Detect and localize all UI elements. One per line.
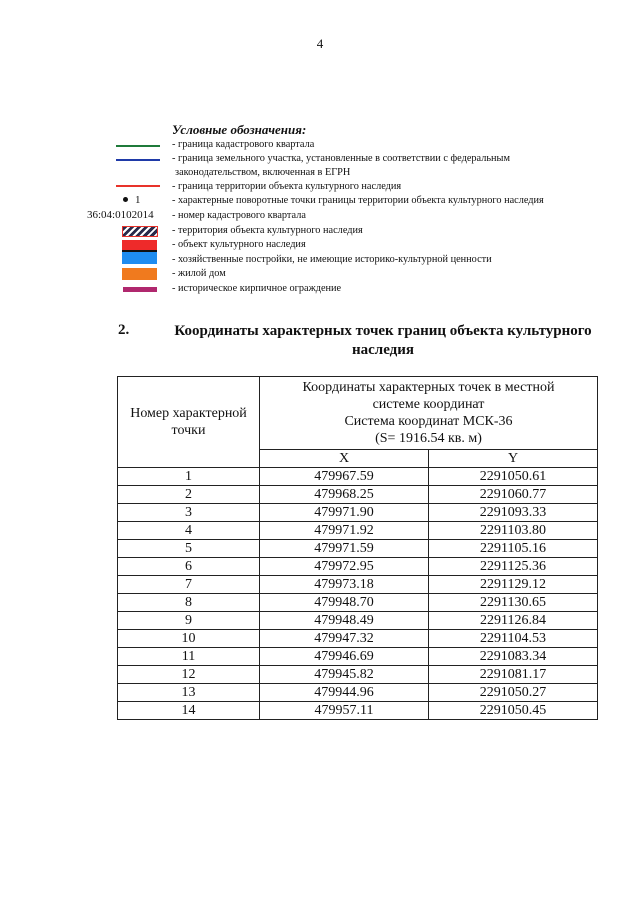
point-number: 4: [118, 522, 260, 540]
point-icon: [123, 197, 128, 202]
cadastral-number-label: 36:04:0102014: [87, 209, 154, 221]
point-number: 14: [118, 702, 260, 720]
point-label: 1: [135, 194, 141, 206]
legend-text: - номер кадастрового квартала: [172, 210, 306, 221]
x-value: 479947.32: [260, 630, 429, 648]
point-number: 5: [118, 540, 260, 558]
point-number: 9: [118, 612, 260, 630]
legend-text: - объект культурного наследия: [172, 239, 306, 250]
legend-text: - граница кадастрового квартала: [172, 139, 315, 150]
x-value: 479945.82: [260, 666, 429, 684]
x-value: 479973.18: [260, 576, 429, 594]
y-value: 2291050.27: [429, 684, 598, 702]
x-value: 479971.59: [260, 540, 429, 558]
coordinates-table: [117, 376, 598, 720]
legend-text: - граница земельного участка, установленные в соответствии с федеральным: [172, 153, 510, 164]
x-value: 479948.49: [260, 612, 429, 630]
y-value: 2291081.17: [429, 666, 598, 684]
point-number: 10: [118, 630, 260, 648]
red-line-icon: [116, 185, 160, 187]
col-header-x: X: [260, 450, 429, 468]
point-number: 7: [118, 576, 260, 594]
header-line: системе координат: [372, 397, 485, 412]
orange-fill-icon: [122, 268, 157, 280]
y-value: 2291104.53: [429, 630, 598, 648]
y-value: 2291060.77: [429, 486, 598, 504]
legend-text: - характерные поворотные точки границы территории объекта культурного наследия: [172, 195, 544, 206]
legend-text: - жилой дом: [172, 268, 226, 279]
legend-text: - хозяйственные постройки, не имеющие историко-культурной ценности: [172, 254, 492, 265]
col-header-y: Y: [429, 450, 598, 468]
x-value: 479944.96: [260, 684, 429, 702]
page-number: 4: [316, 36, 324, 51]
hatch-icon: [122, 226, 158, 237]
table-row: [118, 594, 598, 612]
x-value: 479957.11: [260, 702, 429, 720]
section-number: 2.: [118, 322, 130, 338]
legend-text: - территория объекта культурного наследия: [172, 225, 363, 236]
table-row: [118, 486, 598, 504]
legend-text: - граница территории объекта культурного наследия: [172, 181, 402, 192]
header-line: Координаты характерных точек в местной: [302, 380, 555, 395]
point-number: 12: [118, 666, 260, 684]
col-header-coordinates: [260, 377, 598, 450]
y-value: 2291083.34: [429, 648, 598, 666]
header-line: Система координат МСК-36: [344, 414, 513, 429]
table-row: [118, 522, 598, 540]
red-fill-icon: [122, 240, 157, 252]
point-number: 1: [118, 468, 260, 486]
y-value: 2291125.36: [429, 558, 598, 576]
y-value: 2291126.84: [429, 612, 598, 630]
x-value: 479967.59: [260, 468, 429, 486]
legend-text: законодательством, включенная в ЕГРН: [175, 167, 351, 178]
x-value: 479971.90: [260, 504, 429, 522]
x-value: 479972.95: [260, 558, 429, 576]
y-value: 2291050.61: [429, 468, 598, 486]
point-number: 3: [118, 504, 260, 522]
purple-fill-icon: [123, 287, 157, 292]
y-value: 2291129.12: [429, 576, 598, 594]
table-row: [118, 666, 598, 684]
point-number: 8: [118, 594, 260, 612]
col-header-point-number: Номер характерной точки: [118, 377, 260, 468]
section-title-line: Координаты характерных точек границ объекта культурного: [174, 323, 592, 339]
table-row: [118, 684, 598, 702]
header-line: (S= 1916.54 кв. м): [375, 431, 482, 446]
green-line-icon: [116, 145, 160, 147]
table-row: [118, 630, 598, 648]
table-row: [118, 468, 598, 486]
table-row: [118, 540, 598, 558]
table-row: [118, 576, 598, 594]
x-value: 479948.70: [260, 594, 429, 612]
y-value: 2291105.16: [429, 540, 598, 558]
table-row: [118, 702, 598, 720]
x-value: 479968.25: [260, 486, 429, 504]
x-value: 479971.92: [260, 522, 429, 540]
blue-line-icon: [116, 159, 160, 161]
point-number: 6: [118, 558, 260, 576]
legend-text: - историческое кирпичное ограждение: [172, 283, 342, 294]
point-number: 11: [118, 648, 260, 666]
point-number: 13: [118, 684, 260, 702]
x-value: 479946.69: [260, 648, 429, 666]
table-row: [118, 648, 598, 666]
y-value: 2291093.33: [429, 504, 598, 522]
legend-title: Условные обозначения:: [172, 122, 307, 137]
y-value: 2291050.45: [429, 702, 598, 720]
y-value: 2291130.65: [429, 594, 598, 612]
table-row: [118, 504, 598, 522]
table-row: [118, 612, 598, 630]
section-title: [153, 322, 613, 360]
blue-fill-icon: [122, 252, 157, 264]
section-title-line: наследия: [351, 342, 415, 358]
table-row: [118, 558, 598, 576]
y-value: 2291103.80: [429, 522, 598, 540]
point-number: 2: [118, 486, 260, 504]
